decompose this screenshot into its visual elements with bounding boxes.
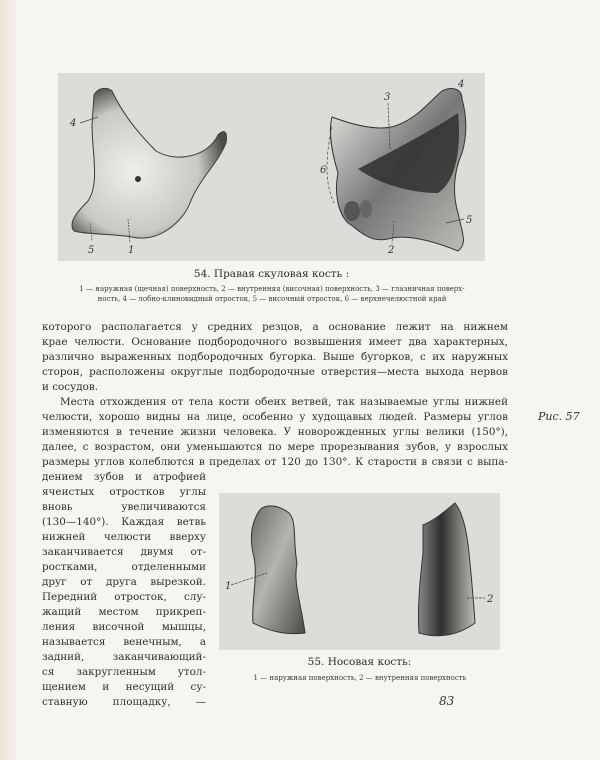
figure-54-label-2: 2 (388, 245, 395, 256)
narrow-line: ся закругленным утол- (42, 666, 206, 678)
figure-54-label-3: 3 (384, 92, 391, 103)
narrow-line: заканчивается двумя от- (42, 546, 206, 558)
figure-54-label-4: 4 (70, 118, 77, 129)
narrow-line: ления височной мышцы, (42, 621, 206, 633)
figure-54-label-6: 6 (320, 165, 327, 176)
narrow-line: вновь увеличиваются (42, 501, 206, 513)
paragraph-1 (42, 320, 508, 395)
narrow-line: щением и несущий су- (42, 681, 206, 693)
page-number: 83 (439, 694, 455, 708)
figure-54-label-1: 1 (128, 245, 135, 256)
paragraph-2-narrow-column (42, 470, 206, 710)
paragraph-2-line: Места отхождения от тела кости обеих ветвей, так называемые углы нижней (60, 396, 508, 408)
figure-reference-margin-note: Рис. 57 (538, 410, 580, 423)
nasal-bone-inner-view (418, 503, 475, 636)
paragraph-2 (42, 395, 508, 470)
figure-55-label-1: 1 (225, 581, 232, 592)
page-edge-shadow (0, 0, 18, 760)
paragraph-2-line: далее, с возрастом, они уменьшаются по мере прорезывания зубов, у взрослых (42, 441, 508, 453)
nasal-bone-outer-view (251, 506, 305, 634)
narrow-line: называется венечным, а (42, 636, 206, 648)
figure-54-zygomatic-bone-image (58, 73, 485, 261)
figure-55-nasal-bone-image (219, 493, 500, 650)
zygomatic-bone-left-view (72, 88, 227, 238)
narrow-line: (130—140°). Каждая ветвь (42, 516, 206, 528)
figure-54-label-5: 5 (88, 245, 95, 256)
narrow-line: Передний отросток, слу- (42, 591, 206, 603)
narrow-line: жащий местом прикреп- (42, 606, 206, 618)
figure-55-label-2: 2 (487, 594, 494, 605)
narrow-line: задний, заканчивающий- (42, 651, 206, 663)
figure-54-legend-line-1: 1 — наружная (щечная) поверхность, 2 — внутренняя (височная) поверхность, 3 — глазничная поверх- (79, 285, 465, 293)
paragraph-1-line: сторон, расположены округлые подбородочные отверстия—места выхода нервов (42, 366, 508, 378)
paragraph-2-line: челюсти, хорошо видны на лице, особенно у худощавых людей. Размеры углов (42, 411, 508, 423)
figure-54-label-4-right: 4 (458, 79, 465, 90)
figure-55-title: 55. Носовая кость: (307, 656, 412, 668)
narrow-line: друг от друга вырезкой. (42, 576, 206, 588)
paragraph-1-line: крае челюсти. Основание подбородочного возвышения имеет два характерных, (42, 336, 508, 348)
figure-54-label-5-right: 5 (466, 215, 473, 226)
narrow-line: ячеистых отростков углы (42, 486, 206, 498)
figure-54-legend (30, 284, 514, 304)
paragraph-2-line: изменяются в течение жизни человека. У новорожденных углы велики (150°), (42, 426, 508, 438)
figure-55-legend: 1 — наружная поверхность, 2 — внутренняя поверхность (253, 674, 467, 682)
paragraph-1-line: и сосудов. (42, 381, 99, 393)
narrow-line: дением зубов и атрофией (42, 471, 206, 483)
narrow-line: ставную площадку, — (42, 696, 206, 708)
figure-54-legend-line-2: ность, 4 — лобно-клиновидный отросток, 5 — височный отросток, 6 — верхнечелюстной край (97, 295, 447, 303)
narrow-line: нижней челюсти вверху (42, 531, 206, 543)
paragraph-1-line: которого располагается у средних резцов, а основание лежит на нижнем (42, 321, 508, 333)
figure-54-title: 54. Правая скуловая кость : (193, 268, 350, 280)
paragraph-2-line: размеры углов колеблются в пределах от 120 до 130°. К старости в связи с выпа- (42, 456, 508, 468)
narrow-line: ростками, отделенными (42, 561, 206, 573)
paragraph-1-line: различно выраженных подбородочных бугорка. Выше бугорков, с их наружных (42, 351, 508, 363)
